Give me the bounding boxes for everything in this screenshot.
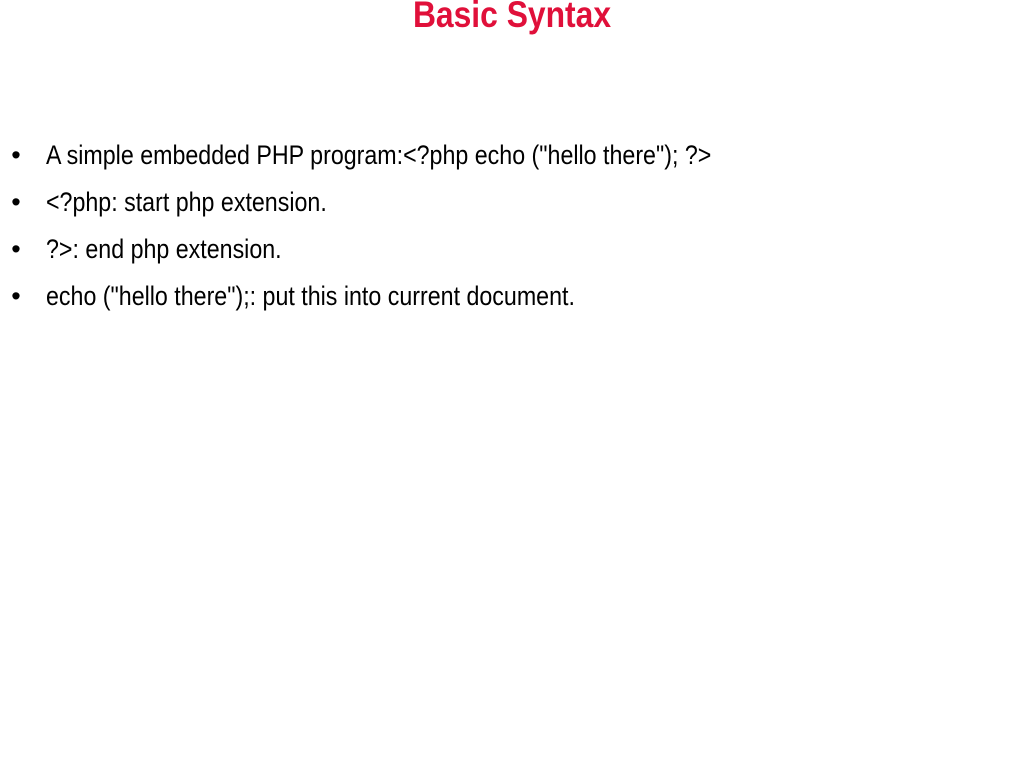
bullet-text: A simple embedded PHP program:<?php echo ("hello there"); ?> [46,140,712,170]
bullet-icon: • [11,281,21,311]
bullet-list [0,135,1024,323]
list-item [0,135,1024,182]
list-item [0,276,1024,323]
bullet-text: echo ("hello there");: put this into current document. [46,281,575,311]
bullet-text: ?>: end php extension. [46,234,282,264]
slide-title: Basic Syntax [412,0,612,35]
bullet-icon: • [11,140,21,170]
bullet-icon: • [11,234,21,264]
bullet-text: <?php: start php extension. [46,187,327,217]
list-item [0,229,1024,276]
bullet-icon: • [11,187,21,217]
list-item [0,182,1024,229]
